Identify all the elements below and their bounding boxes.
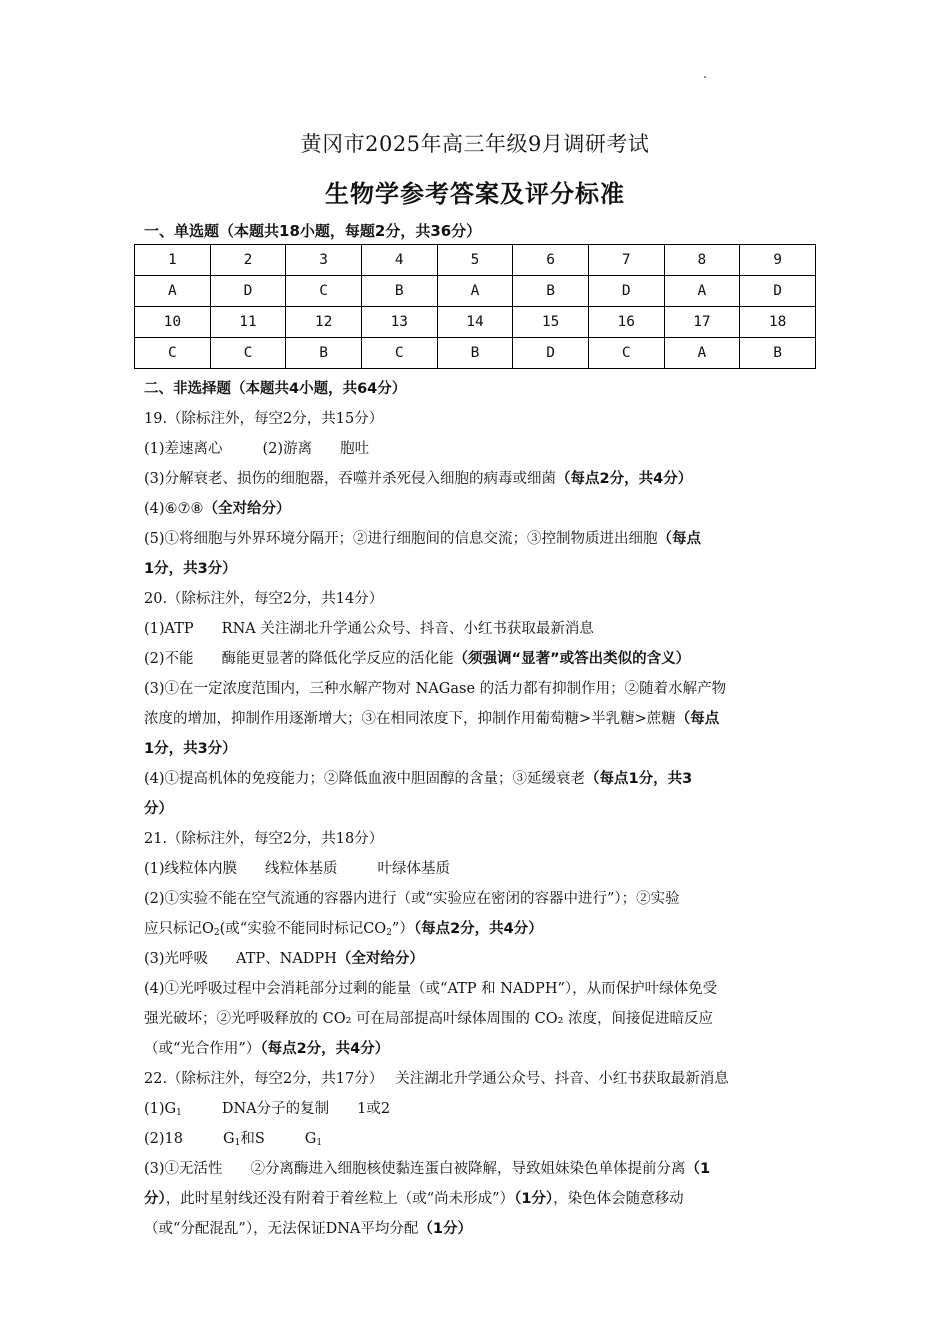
q22-answer: ，此时星射线还没有附着于着丝粒上（或“尚未形成”） bbox=[165, 1191, 515, 1207]
subscript: 1 bbox=[316, 1138, 323, 1148]
q19-part1-2 bbox=[144, 434, 824, 464]
answer-cell: A bbox=[135, 276, 211, 307]
table-row bbox=[135, 245, 816, 276]
scoring-note: （全对给分） bbox=[336, 951, 424, 967]
q21-answer: (1)线粒体内膜 bbox=[144, 861, 238, 877]
answer-cell: A bbox=[664, 276, 740, 307]
question-number: 8 bbox=[664, 245, 740, 276]
scoring-note: （每点2分，共4分） bbox=[413, 921, 543, 937]
q20-answer: (1)ATP bbox=[144, 621, 194, 637]
q21-part4-line3 bbox=[144, 1034, 824, 1064]
q22-answer: （或“分配混乱”），无法保证DNA平均分配 bbox=[144, 1221, 419, 1237]
q22-part3-line3 bbox=[144, 1214, 824, 1244]
q21-answer: (或“实验不能同时标记CO bbox=[219, 921, 387, 937]
section-heading-non-choice: 二、非选择题（本题共4小题，共64分） bbox=[144, 381, 407, 397]
answer-cell: D bbox=[740, 276, 816, 307]
scoring-note: （每点 bbox=[657, 531, 702, 547]
q20-answer: (4)①提高机体的免疫能力；②降低血液中胆固醇的含量；③延缓衰老 bbox=[144, 771, 586, 787]
q21-answer: 应只标记O bbox=[144, 921, 214, 937]
question-number: 9 bbox=[740, 245, 816, 276]
answer-cell: A bbox=[664, 338, 740, 369]
q19-answer: (3)分解衰老、损伤的细胞器，吞噬并杀死侵入细胞的病毒或细菌 bbox=[144, 471, 557, 487]
scoring-note: （1 bbox=[685, 1161, 711, 1177]
q22-answer: ②分离酶进入细胞核使黏连蛋白被降解，导致姐妹染色单体提前分离 bbox=[250, 1161, 686, 1177]
stray-dot bbox=[704, 76, 706, 78]
scoring-note: （全对给分） bbox=[203, 501, 291, 517]
q19-answer: (5)①将细胞与外界环境分隔开；②进行细胞间的信息交流；③控制物质进出细胞 bbox=[144, 531, 658, 547]
answer-cell: C bbox=[135, 338, 211, 369]
q20-part3-line2 bbox=[144, 704, 824, 734]
q21-answer: （或“光合作用”） bbox=[144, 1041, 261, 1057]
q19-heading: 19.（除标注外，每空2分，共15分） bbox=[144, 411, 384, 427]
q20-answer: 浓度的增加，抑制作用逐渐增大；③在相同浓度下，抑制作用葡萄糖>半乳糖>蔗糖 bbox=[144, 711, 676, 727]
answer-cell: B bbox=[513, 276, 589, 307]
q21-answer: 叶绿体基质 bbox=[377, 861, 451, 877]
watermark-text: RNA 关注湖北升学通公众号、抖音、小红书获取最新消息 bbox=[221, 621, 594, 637]
table-row bbox=[135, 338, 816, 369]
q22-answer: DNA分子的复制 bbox=[221, 1101, 330, 1117]
question-number: 4 bbox=[361, 245, 437, 276]
section-heading-single-choice: 一、单选题（本题共18小题，每题2分，共36分） bbox=[144, 222, 482, 240]
table-row bbox=[135, 307, 816, 338]
question-number: 18 bbox=[740, 307, 816, 338]
question-number: 17 bbox=[664, 307, 740, 338]
q22-answer: G bbox=[223, 1131, 235, 1147]
q21-part4-line1: (4)①光呼吸过程中会消耗部分过剩的能量（或“ATP 和 NADPH”），从而保护叶绿体免受 bbox=[144, 981, 718, 997]
question-number: 2 bbox=[210, 245, 286, 276]
q19-part4 bbox=[144, 494, 824, 524]
q22-part2 bbox=[144, 1124, 824, 1154]
q22-answer: ，染色体会随意移动 bbox=[553, 1191, 684, 1207]
question-number: 3 bbox=[286, 245, 362, 276]
subscript: 1 bbox=[176, 1108, 182, 1118]
scoring-note: 分） bbox=[144, 801, 173, 817]
q22-heading bbox=[144, 1064, 824, 1094]
scoring-note: （每点2分，共4分） bbox=[260, 1041, 390, 1057]
q22-part1 bbox=[144, 1094, 824, 1124]
exam-title: 黄冈市2025年高三年级9月调研考试 bbox=[300, 132, 650, 156]
subscript: 2 bbox=[386, 928, 392, 938]
q22-part3-line1 bbox=[144, 1154, 824, 1184]
q19-answer: (4)⑥⑦⑧ bbox=[144, 501, 204, 517]
answer-cell: A bbox=[437, 276, 513, 307]
answer-cell: D bbox=[210, 276, 286, 307]
q21-answer: ”） bbox=[391, 921, 414, 937]
scoring-note: 分） bbox=[144, 1191, 166, 1207]
q22-answer: (1)G bbox=[144, 1101, 177, 1117]
answer-cell: C bbox=[286, 276, 362, 307]
q21-part1 bbox=[144, 854, 824, 884]
q21-part2-line2 bbox=[144, 914, 824, 944]
non-choice-answers bbox=[144, 374, 824, 1244]
question-number: 11 bbox=[210, 307, 286, 338]
q21-part4-line2: 强光破坏；②光呼吸释放的 CO₂ 可在局部提高叶绿体周围的 CO₂ 浓度，间接促进暗反应 bbox=[144, 1011, 714, 1027]
q22-answer: (2)18 bbox=[144, 1131, 183, 1147]
question-number: 6 bbox=[513, 245, 589, 276]
question-number: 1 bbox=[135, 245, 211, 276]
q19-answer: (1)差速离心 bbox=[144, 441, 223, 457]
scoring-note: （每点1分，共3 bbox=[585, 771, 693, 787]
question-number: 15 bbox=[513, 307, 589, 338]
subscript: 1 bbox=[234, 1138, 241, 1148]
question-number: 13 bbox=[361, 307, 437, 338]
q20-answer: (2)不能 bbox=[144, 651, 194, 667]
watermark-text: 关注湖北升学通公众号、抖音、小红书获取最新消息 bbox=[395, 1071, 729, 1087]
document-title: 生物学参考答案及评分标准 bbox=[325, 180, 625, 208]
answer-cell: C bbox=[588, 338, 664, 369]
scoring-note: （1分） bbox=[418, 1221, 472, 1237]
scoring-note: 1分，共3分） bbox=[144, 561, 237, 577]
question-number: 12 bbox=[286, 307, 362, 338]
q20-part4 bbox=[144, 764, 824, 794]
scoring-note: （每点2分，共4分） bbox=[556, 471, 693, 487]
answer-cell: B bbox=[361, 276, 437, 307]
q20-answer: 酶能更显著的降低化学反应的活化能 bbox=[221, 651, 454, 667]
q21-answer: ATP、NADPH bbox=[236, 951, 337, 967]
q20-part3-line1: (3)①在一定浓度范围内，三种水解产物对 NAGase 的活力都有抑制作用；②随着水解产物 bbox=[144, 681, 727, 697]
answer-cell: B bbox=[286, 338, 362, 369]
q19-part3 bbox=[144, 464, 824, 494]
q21-part2-line1: (2)①实验不能在空气流通的容器内进行（或“实验应在密闭的容器中进行”）；②实验 bbox=[144, 891, 680, 907]
q22-answer: 1或2 bbox=[357, 1101, 391, 1117]
answer-cell: B bbox=[437, 338, 513, 369]
scoring-note: 1分，共3分） bbox=[144, 741, 237, 757]
scoring-note: （1分） bbox=[514, 1191, 554, 1207]
q20-heading: 20.（除标注外，每空2分，共14分） bbox=[144, 591, 384, 607]
q22-part3-line2 bbox=[144, 1184, 824, 1214]
q21-answer: 线粒体基质 bbox=[265, 861, 338, 877]
answer-cell: C bbox=[361, 338, 437, 369]
subscript: 2 bbox=[213, 928, 220, 938]
q19-part5 bbox=[144, 524, 824, 554]
q20-part2 bbox=[144, 644, 824, 674]
q22-answer: G bbox=[304, 1131, 317, 1147]
q21-part3 bbox=[144, 944, 824, 974]
answer-cell: D bbox=[513, 338, 589, 369]
q22-answer: 和S bbox=[240, 1131, 265, 1147]
scoring-note: （每点 bbox=[675, 711, 720, 727]
question-number: 5 bbox=[437, 245, 513, 276]
q22-heading-text: 22.（除标注外，每空2分，共17分） bbox=[144, 1071, 384, 1087]
question-number: 14 bbox=[437, 307, 513, 338]
q22-answer: (3)①无活性 bbox=[144, 1161, 223, 1177]
answer-table bbox=[134, 244, 816, 369]
question-number: 10 bbox=[135, 307, 211, 338]
q20-part1 bbox=[144, 614, 824, 644]
q19-answer: 胞吐 bbox=[340, 441, 370, 457]
q21-heading: 21.（除标注外，每空2分，共18分） bbox=[144, 831, 384, 847]
scoring-note: （须强调“显著”或答出类似的含义） bbox=[453, 651, 691, 667]
question-number: 16 bbox=[588, 307, 664, 338]
table-row bbox=[135, 276, 816, 307]
question-number: 7 bbox=[588, 245, 664, 276]
q19-answer: (2)游离 bbox=[262, 441, 313, 457]
answer-cell: B bbox=[740, 338, 816, 369]
answer-cell: C bbox=[210, 338, 286, 369]
answer-cell: D bbox=[588, 276, 664, 307]
q21-answer: (3)光呼吸 bbox=[144, 951, 209, 967]
